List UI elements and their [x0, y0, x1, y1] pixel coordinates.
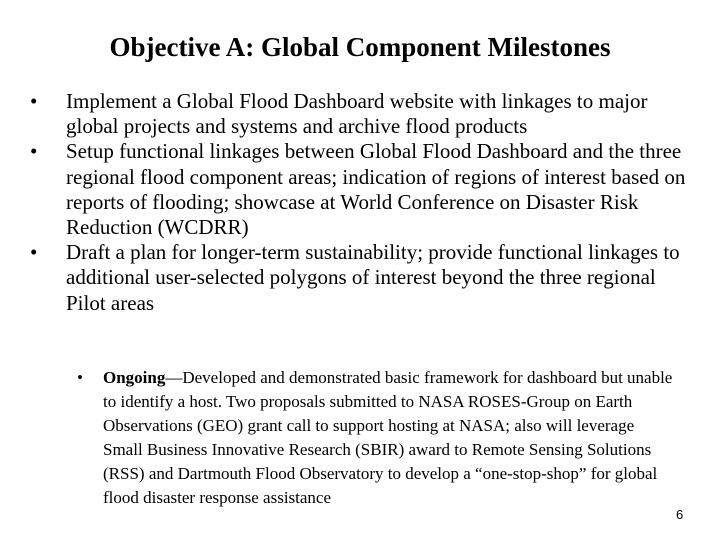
slide-title: Objective A: Global Component Milestones: [109, 32, 611, 62]
bullet-item: [30, 89, 690, 139]
sub-bullet-item: [77, 366, 677, 511]
bullet-dot-icon: •: [30, 139, 38, 164]
bullet-list: [30, 89, 690, 316]
bullet-item: [30, 240, 690, 316]
page-number: 6: [676, 507, 684, 522]
bullet-text: Draft a plan for longer-term sustainability; provide functional linkages to additional user-selected polygons of interest beyond the three regional Pilot areas: [66, 240, 680, 315]
bullet-text: Implement a Global Flood Dashboard website with linkages to major global projects and systems and archive flood products: [66, 89, 648, 139]
sub-bullet-dot-icon: •: [77, 368, 83, 387]
bullet-text: Setup functional linkages between Global Flood Dashboard and the three regional flood component areas; indication of regions of interest based on reports of flooding; showcase at World Conference on Disaster Risk Reduction (WCDRR): [66, 139, 686, 240]
status-description: —Developed and demonstrated basic framework for dashboard but unable to identify a host. Two proposals submitted to NASA ROSES-Group on Earth Observations (GEO) grant call to support hosting at NASA; also will leverage Small Business Innovative Research (SBIR) award to Remote Sensing Solutions (RSS) and Dartmouth Flood Observatory to develop a “one-stop-shop” for global flood disaster response assistance: [103, 368, 673, 508]
bullet-dot-icon: •: [30, 89, 38, 113]
bullet-dot-icon: •: [30, 240, 38, 265]
bullet-item: [30, 139, 690, 240]
status-label: Ongoing: [103, 368, 166, 387]
sub-bullet-list: [77, 366, 677, 511]
